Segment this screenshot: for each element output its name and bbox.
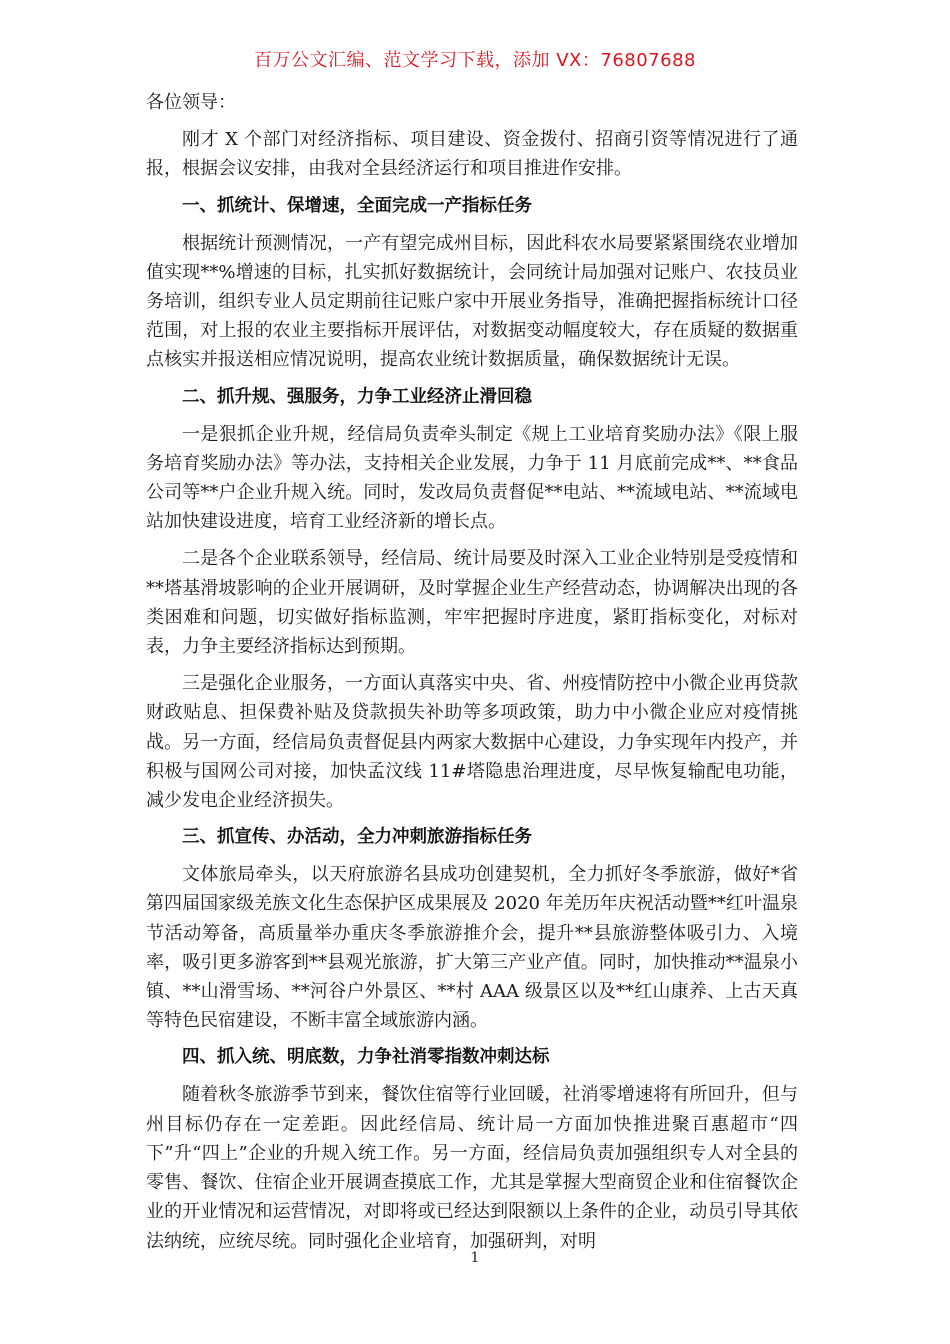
watermark-banner: 百万公文汇编、范文学习下载，添加 VX：76807688 — [254, 50, 696, 71]
section-heading-4: 四、抓入统、明底数，力争社消零指数冲刺达标 — [182, 1047, 550, 1068]
section-2-paragraph-3: 三是强化企业服务，一方面认真落实中央、省、州疫情防控中小微企业再贷款财政贴息、担保费补贴及贷款损失补助等多项政策，助力中小微企业应对疫情挑战。另一方面，经信局负责督促县内两家大数据中心建设，力争实现年内投产，并积极与国网公司对接，加快孟汶线 11#塔隐患治理进度，尽早恢复输配电功能，减少发电企业经济损失。 — [146, 673, 798, 812]
document-body — [146, 88, 798, 1264]
salutation: 各位领导： — [146, 92, 236, 113]
section-heading-2: 二、抓升规、强服务，力争工业经济止滑回稳 — [182, 386, 532, 407]
section-1-paragraph-1: 根据统计预测情况，一产有望完成州目标，因此科农水局要紧紧围绕农业增加值实现**%增速的目标，扎实抓好数据统计，会同统计局加强对记账户、农技员业务培训，组织专业人员定期前往记账户家中开展业务指导，准确把握指标统计口径范围，对上报的农业主要指标开展评估，对数据变动幅度较大，存在质疑的数据重点核实并报送相应情况说明，提高农业统计数据质量，确保数据统计无误。 — [146, 232, 798, 371]
section-3-paragraph-1: 文体旅局牵头，以天府旅游名县成功创建契机，全力抓好冬季旅游，做好*省第四届国家级羌族文化生态保护区成果展及 2020 年羌历年庆祝活动暨**红叶温泉节活动筹备，高质量举办重庆冬季旅游推介会，提升**县旅游整体吸引力、入境率，吸引更多游客到**县观光旅游，扩大第三产业产值。同时，加快推动**温泉小镇、**山滑雪场、**河谷户外景区、**村 AAA 级景区以及**红山康养、上古天真等特色民宿建设，不断丰富全域旅游内涵。 — [146, 864, 798, 1032]
page-number: 1 — [470, 1250, 480, 1266]
section-heading-1: 一、抓统计、保增速，全面完成一产指标任务 — [182, 195, 532, 216]
section-2-paragraph-1: 一是狠抓企业升规，经信局负责牵头制定《规上工业培育奖励办法》《限上服务培育奖励办法》等办法，支持相关企业发展，力争于 11 月底前完成**、**食品公司等**户企业升规入统。同时，发改局负责督促**电站、**流域电站、**流域电站加快建设进度，培育工业经济新的增长点。 — [146, 423, 798, 533]
section-2-paragraph-2: 二是各个企业联系领导，经信局、统计局要及时深入工业企业特别是受疫情和**塔基滑坡影响的企业开展调研，及时掌握企业生产经营动态，协调解决出现的各类困难和问题，切实做好指标监测，牢牢把握时序进度，紧盯指标变化，对标对表，力争主要经济指标达到预期。 — [146, 548, 798, 658]
section-4-paragraph-1: 随着秋冬旅游季节到来，餐饮住宿等行业回暖，社消零增速将有所回升，但与州目标仍存在一定差距。因此经信局、统计局一方面加快推进聚百惠超市“四下”升“四上”企业的升规入统工作。另一方面，经信局负责加强组织专人对全县的零售、餐饮、住宿企业开展调查摸底工作，尤其是掌握大型商贸企业和住宿餐饮企业的开业情况和运营情况，对即将或已经达到限额以上条件的企业，动员引导其依法纳统，应统尽统。同时强化企业培育，加强研判，对明 — [146, 1084, 798, 1252]
intro-paragraph: 刚才 X 个部门对经济指标、项目建设、资金拨付、招商引资等情况进行了通报，根据会议安排，由我对全县经济运行和项目推进作安排。 — [146, 129, 798, 180]
section-heading-3: 三、抓宣传、办活动，全力冲刺旅游指标任务 — [182, 827, 532, 848]
